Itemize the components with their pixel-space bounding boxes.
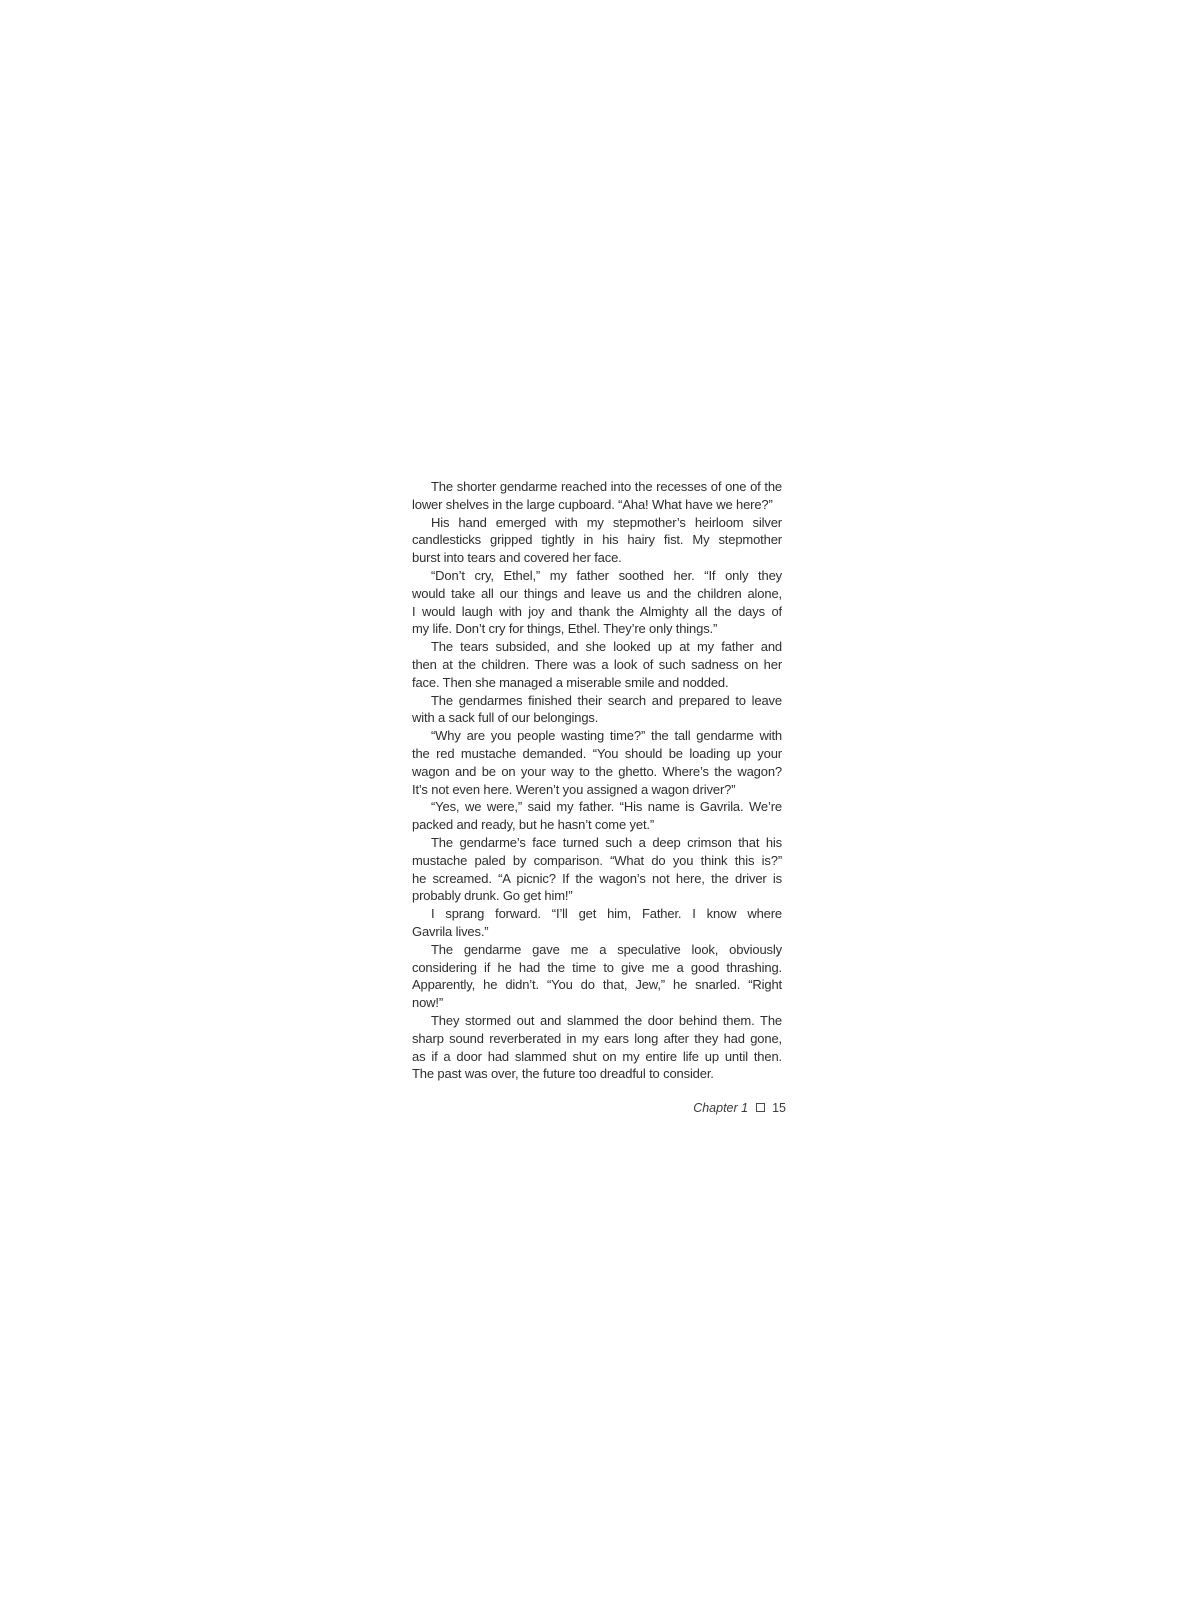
text-line: he screamed. “A picnic? If the wagon’s not here, the driver is	[412, 870, 782, 886]
paragraph	[412, 514, 782, 567]
paragraph	[412, 941, 782, 1012]
text-line: The gendarme’s face turned such a deep crimson that his	[431, 834, 782, 850]
text-line: burst into tears and covered her face.	[412, 550, 622, 566]
paragraph	[412, 798, 782, 834]
text-line: candlesticks gripped tightly in his hairy fist. My stepmother	[412, 532, 782, 548]
text-line: “Don’t cry, Ethel,” my father soothed her. “If only they	[431, 567, 782, 583]
text-line: Gavrila lives.”	[412, 923, 489, 939]
text-line: It’s not even here. Weren’t you assigned a wagon driver?”	[412, 781, 736, 797]
text-line: considering if he had the time to give me a good thrashing.	[412, 959, 782, 975]
text-line: wagon and be on your way to the ghetto. Where’s the wagon?	[412, 763, 782, 779]
text-line: The gendarmes finished their search and prepared to leave	[431, 692, 782, 708]
text-line: His hand emerged with my stepmother’s heirloom silver	[431, 514, 782, 530]
paragraph	[412, 478, 782, 514]
footer-page-number: 15	[772, 1101, 786, 1115]
text-line: mustache paled by comparison. “What do you think this is?”	[412, 852, 782, 868]
text-line: the red mustache demanded. “You should be loading up your	[412, 745, 782, 761]
square-outline-icon	[756, 1103, 765, 1112]
text-line: They stormed out and slammed the door behind them. The	[431, 1012, 782, 1028]
text-line: lower shelves in the large cupboard. “Aha! What have we here?”	[412, 496, 773, 512]
text-line: my life. Don’t cry for things, Ethel. They’re only things.”	[412, 621, 718, 637]
paragraph	[412, 638, 782, 691]
paragraph	[412, 727, 782, 798]
text-line: “Yes, we were,” said my father. “His name is Gavrila. We’re	[431, 799, 782, 815]
text-line: Apparently, he didn’t. “You do that, Jew,” he snarled. “Right	[412, 977, 782, 993]
text-line: packed and ready, but he hasn’t come yet.”	[412, 817, 655, 833]
text-line: as if a door had slammed shut on my entire life up until then.	[412, 1048, 782, 1064]
text-line: “Why are you people wasting time?” the tall gendarme with	[431, 728, 782, 744]
page-text	[412, 478, 782, 1083]
text-line: face. Then she managed a miserable smile and nodded.	[412, 674, 729, 690]
text-line: now!”	[412, 995, 444, 1011]
text-line: then at the children. There was a look of such sadness on her	[412, 656, 782, 672]
text-line: The gendarme gave me a speculative look, obviously	[431, 941, 782, 957]
text-line: I sprang forward. “I’ll get him, Father. I know where	[431, 906, 782, 922]
text-line: The tears subsided, and she looked up at my father and	[431, 639, 782, 655]
text-line: would take all our things and leave us and the children alone,	[412, 585, 782, 601]
page-footer	[412, 1100, 786, 1116]
paragraph	[412, 1012, 782, 1083]
text-line: sharp sound reverberated in my ears long after they had gone,	[412, 1030, 782, 1046]
text-line: The past was over, the future too dreadful to consider.	[412, 1066, 714, 1082]
footer-chapter-label: Chapter 1	[693, 1101, 749, 1115]
text-line: I would laugh with joy and thank the Almighty all the days of	[412, 603, 782, 619]
paragraph	[412, 692, 782, 728]
text-line: probably drunk. Go get him!”	[412, 888, 573, 904]
text-line: with a sack full of our belongings.	[412, 710, 599, 726]
text-line: The shorter gendarme reached into the recesses of one of the	[431, 479, 782, 494]
paragraph	[412, 834, 782, 905]
paragraph	[412, 905, 782, 941]
paragraph	[412, 567, 782, 638]
